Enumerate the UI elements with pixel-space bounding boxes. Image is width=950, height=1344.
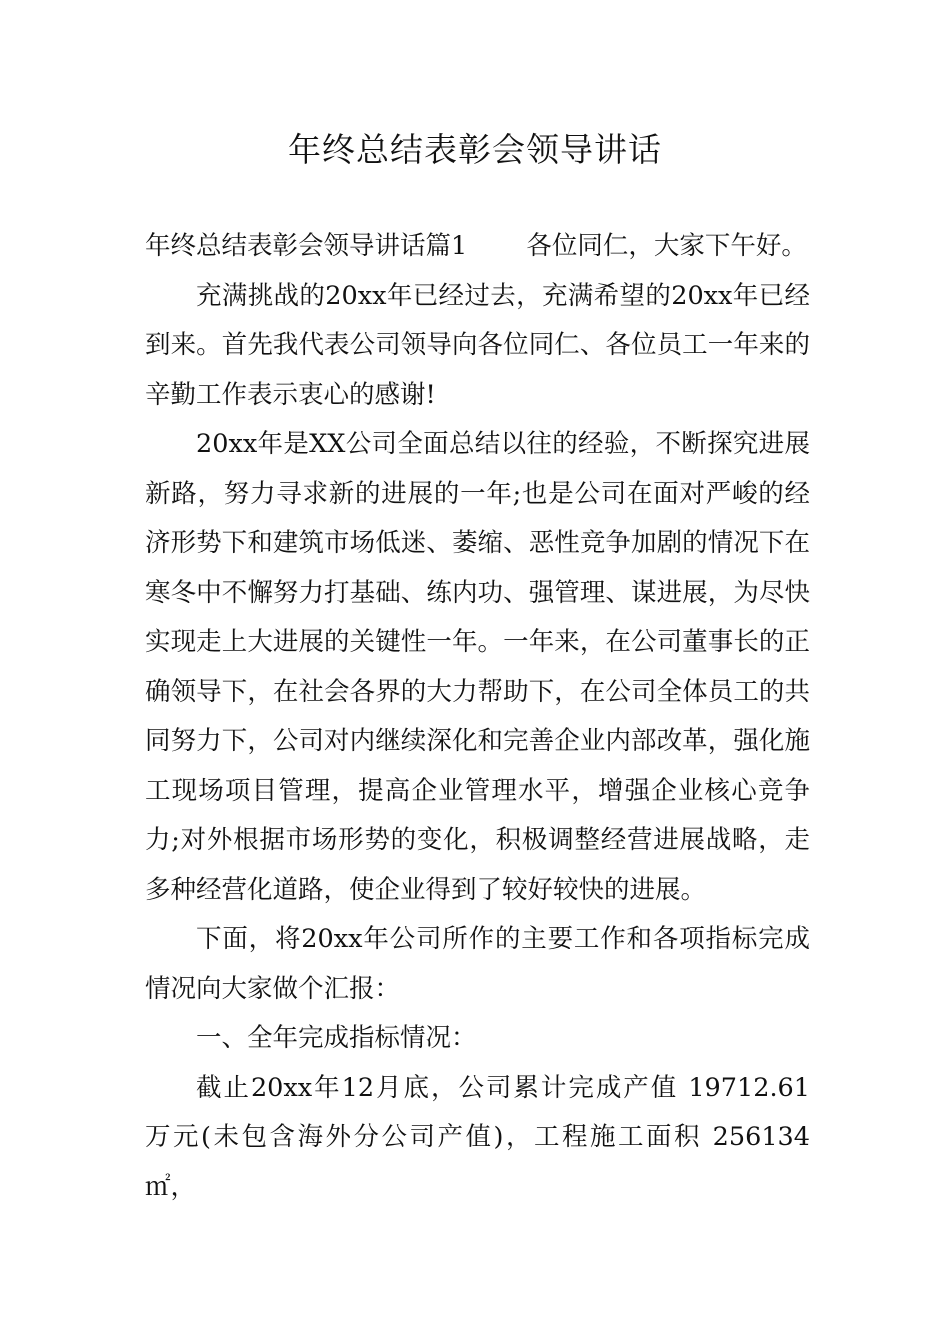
paragraph-output-figures: 截止20xx年12月底，公司累计完成产值 19712.61 万元(未包含海外分公司产值)，工程施工面积 256134 ㎡， <box>145 1072 810 1202</box>
document-title: 年终总结表彰会领导讲话 <box>288 130 662 169</box>
paragraph-heading-greeting: 年终总结表彰会领导讲话篇1 各位同仁，大家下午好。 <box>145 231 807 261</box>
paragraph-report-intro: 下面，将20xx年公司所作的主要工作和各项指标完成情况向大家做个汇报： <box>145 924 810 1004</box>
paragraph-year-review: 20xx年是XX公司全面总结以往的经验，不断探究进展新路，努力寻求新的进展的一年;也是公司在面对严峻的经济形势下和建筑市场低迷、萎缩、恶性竞争加剧的情况下在寒冬中不懈努力打基础、练内功、强管理、谋进展，为尽快实现走上大进展的关键性一年。一年来，在公司董事长的正确领导下，在社会各界的大力帮助下，在公司全体员工的共同努力下，公司对内继续深化和完善企业内部改革，强化施工现场项目管理，提高企业管理水平，增强企业核心竞争力;对外根据市场形势的变化，积极调整经营进展战略，走多种经营化道路，使企业得到了较好较快的进展。 <box>145 429 810 905</box>
document-body <box>145 222 810 1212</box>
paragraph-section-heading: 一、全年完成指标情况： <box>196 1023 477 1053</box>
paragraph-intro: 充满挑战的20xx年已经过去，充满希望的20xx年已经到来。首先我代表公司领导向各位同仁、各位员工一年来的辛勤工作表示衷心的感谢! <box>145 280 810 410</box>
